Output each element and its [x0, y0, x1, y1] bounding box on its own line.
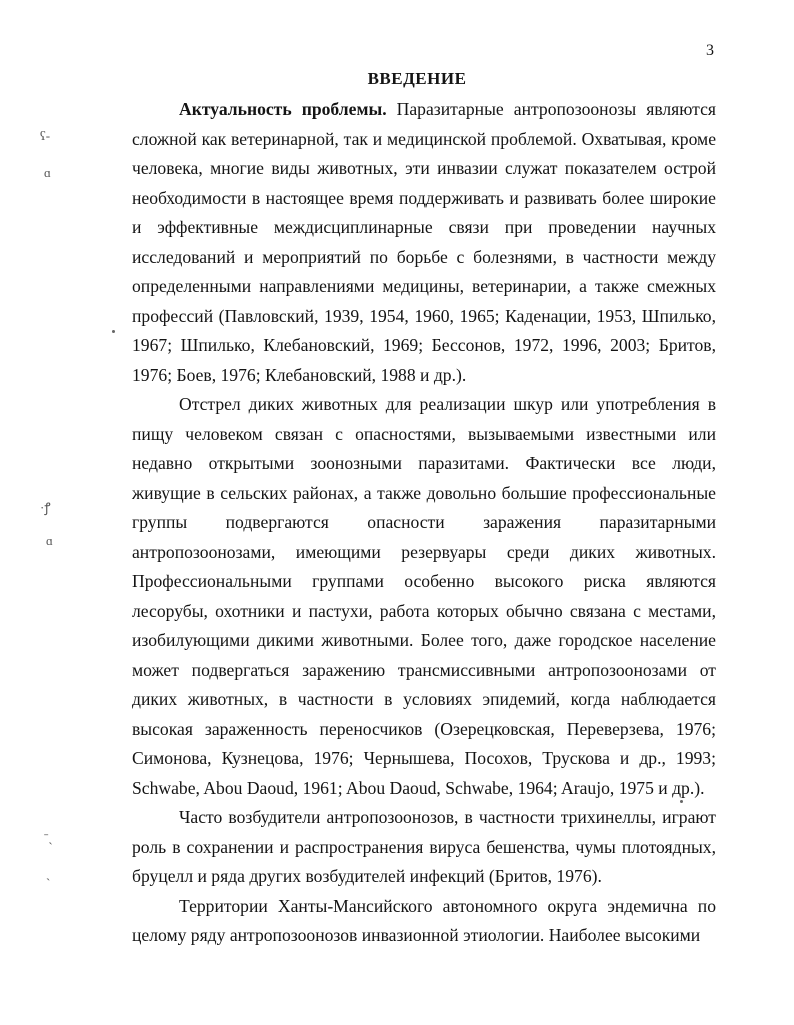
paragraph-lead: Актуальность проблемы.: [179, 99, 387, 119]
scan-artifact-mark: ˎ: [46, 866, 51, 881]
page-title: ВВЕДЕНИЕ: [367, 69, 467, 88]
scan-artifact-mark: ·ꝭ: [40, 500, 51, 515]
paragraph-1: [132, 95, 716, 390]
scan-artifact-dot: [680, 800, 683, 803]
page-number: 3: [706, 42, 714, 59]
scan-artifact-mark: ɑ: [46, 533, 53, 548]
paragraph-3: Часто возбудители антропозоонозов, в частности трихинеллы, играют роль в сохранении и распространения вируса бешенства, чумы плотоядных, бруцелл и ряда других возбудителей инфекций (Бритов, 1976).: [132, 807, 716, 886]
scan-artifact-mark: ɑ: [44, 165, 51, 180]
paragraph-4: Территории Ханты-Мансийского автономного округа эндемична по целому ряду антропозоонозов инвазионной этиологии. Наиболее высокими: [132, 895, 716, 945]
scan-artifact-dot: [112, 330, 115, 333]
document-body: [132, 95, 716, 951]
scan-artifact-mark: ʕ‐: [40, 128, 51, 143]
paragraph-text: Паразитарные антропозоонозы являются сложной как ветеринарной, так и медицинской проблемой. Охватывая, кроме человека, многие виды животных, эти инвазии служат показателем острой необходимости в настоящее время поддерживать и развивать более широкие и эффективные междисциплинарные связи при проведении научных исследований и мероприятий по борьбе с болезнями, в частности между определенными направлениями медицины, ветеринарии, а также смежных профессий (Павловский, 1939, 1954, 1960, 1965; Каденации, 1953, Шпилько, 1967; Шпилько, Клебановский, 1969; Бессонов, 1972, 1996, 2003; Бритов, 1976; Боев, 1976; Клебановский, 1988 и др.).: [132, 99, 716, 385]
paragraph-2: Отстрел диких животных для реализации шкур или употребления в пищу человеком связан с опасностями, вызываемыми известными или недавно открытыми зоонозными паразитами. Фактически все люди, живущие в сельских районах, а также довольно большие профессиональные группы подвергаются опасности заражения паразитарными антропозоонозами, имеющими резервуары среди диких животных. Профессиональными группами особенно высокого риска являются лесорубы, охотники и пастухи, работа которых обычно связана с местами, изобилующими дикими животными. Более того, даже городское население может подвергаться заражению трансмиссивными антропозоонозами от диких животных, в частности в условиях эпидемий, когда наблюдается высокая зараженность переносчиков (Озерецковская, Переверзева, 1976; Симонова, Кузнецова, 1976; Чернышева, Посохов, Трускова и др., 1993; Schwabe, Abou Daoud, 1961; Abou Daoud, Schwabe, 1964; Araujo, 1975 и др.).: [132, 394, 716, 798]
scan-artifact-mark: ˉˎ: [44, 830, 53, 845]
